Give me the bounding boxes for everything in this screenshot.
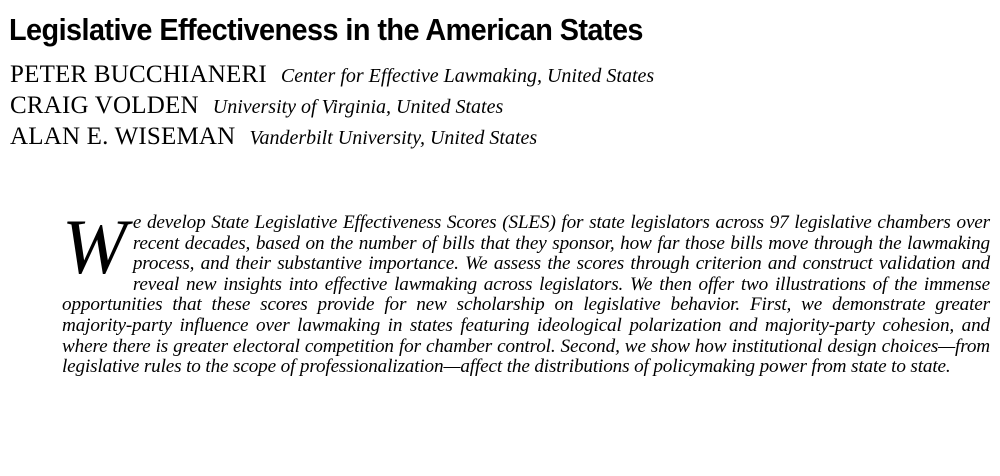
author-affiliation: University of Virginia, United States — [212, 96, 504, 118]
author-1 — [10, 60, 654, 93]
author-name: CRAIG VOLDEN — [10, 92, 199, 119]
abstract-text: e develop State Legislative Effectiveness Scores (SLES) for state legislators across 97 legislative chambers over recent decades, based on the number of bills that they sponsor, how far those bills move through the lawmaking process, and their substantive importance. We assess the scores through criterion and construct validation and reveal new insights into effective lawmaking across legislators. We then offer two illustrations of the immense opportunities that these scores provide for new scholarship on legislative behavior. First, we demonstrate greater majority-party influence over lawmaking in states featuring ideological polarization and majority-party cohesion, and where there is greater electoral competition for chamber control. Second, we show how institutional design choices—from legislative rules to the scope of professionalization—affect the distributions of policymaking power from state to state. — [62, 212, 990, 378]
author-affiliation: Center for Effective Lawmaking, United States — [280, 65, 655, 87]
author-name: PETER BUCCHIANERI — [10, 61, 267, 88]
paper-title: Legislative Effectiveness in the American States — [9, 12, 643, 47]
abstract-drop-cap: W — [62, 203, 127, 290]
author-2 — [10, 91, 503, 124]
author-3 — [10, 122, 537, 155]
author-affiliation: Vanderbilt University, United States — [249, 127, 538, 149]
author-name: ALAN E. WISEMAN — [10, 123, 236, 150]
abstract — [62, 203, 990, 378]
